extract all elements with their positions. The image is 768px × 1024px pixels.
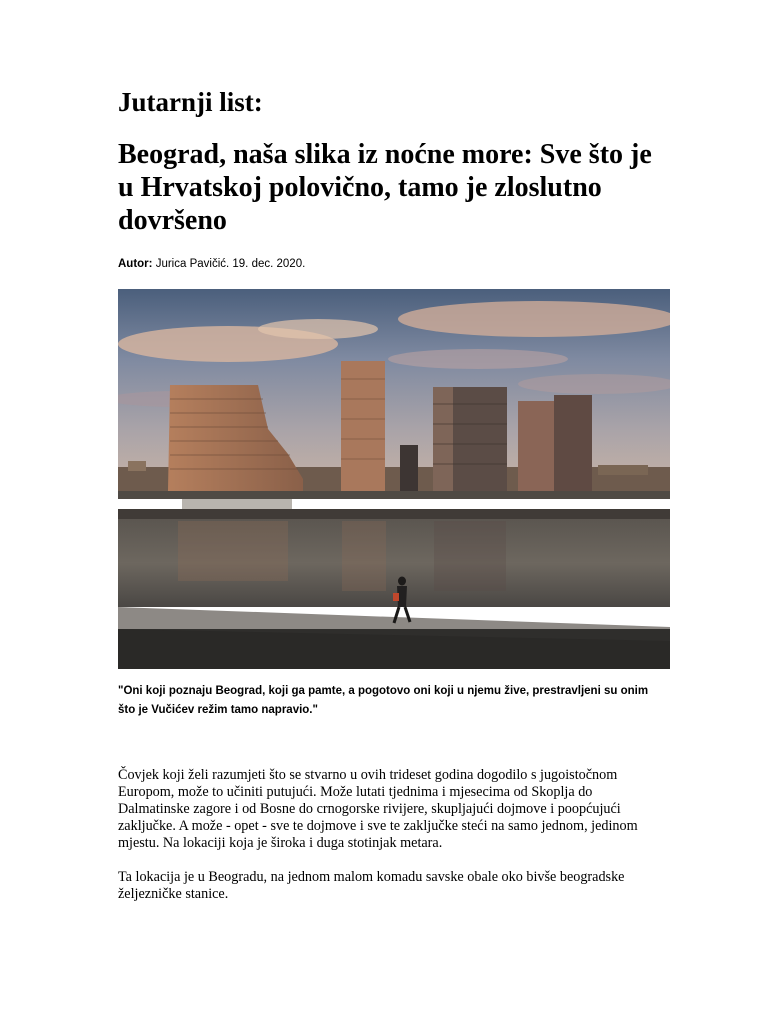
byline-text: Jurica Pavičić. 19. dec. 2020. [155, 258, 306, 270]
photo-caption: "Oni koji poznaju Beograd, koji ga pamte, a pogotovo oni koji u njemu žive, prestravljeni su onim što je Vučićev režim tamo napravio." [118, 685, 649, 716]
body-paragraph: Čovjek koji želi razumjeti što se stvarno u ovih trideset godina dogodilo s jugoistočnom Europom, može to učiniti putujući. Može lutati tjednima i mjesecima od Skoplja do Dalmatinske zagore i od Bosne do crnogorske rivijere, skupljajući dojmove i poopćujući zaključke. A može - opet - sve te dojmove i sve te zaključke steći na samo jednom, jedinom mjestu. Na lokaciji koja je široka i duga stotinjak metara. [118, 767, 638, 851]
byline [118, 256, 305, 272]
body-paragraph: Ta lokacija je u Beogradu, na jednom malom komadu savske obale oko bivše beogradske željezničke stanice. [118, 869, 625, 902]
byline-label: Autor: [118, 258, 153, 270]
article-headline: Beograd, naša slika iz noćne more: Sve što je u Hrvatskoj polovično, tamo je zloslutno dovršeno [118, 139, 652, 236]
source-title: Jutarnji list: [118, 87, 263, 117]
article-photo [118, 289, 670, 669]
